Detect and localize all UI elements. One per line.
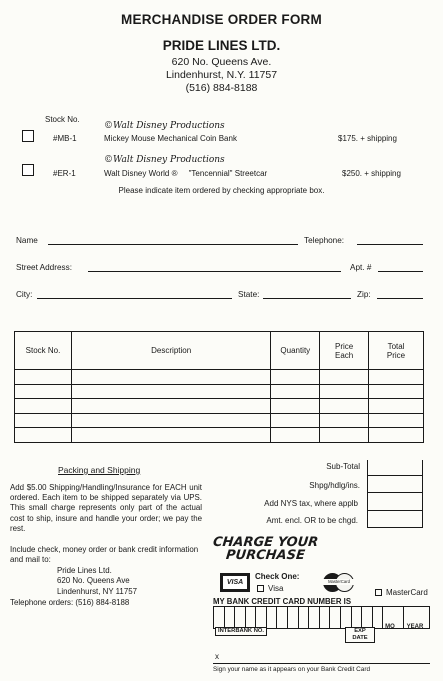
card-digit-cell[interactable] xyxy=(288,607,299,629)
company-phone: (516) 884-8188 xyxy=(185,82,258,94)
telephone-field[interactable] xyxy=(357,244,423,245)
shipping-total-field[interactable] xyxy=(367,492,423,493)
card-digit-cell[interactable] xyxy=(224,607,235,629)
apt-label: Apt. # xyxy=(350,263,372,272)
amount-enclosed-field[interactable] xyxy=(367,527,423,528)
table-row[interactable] xyxy=(15,370,424,385)
card-digit-cell[interactable] xyxy=(319,607,330,629)
card-digit-cell[interactable] xyxy=(235,607,246,629)
mastercard-logo-text: MasterCard xyxy=(322,579,356,585)
visa-checkbox[interactable] xyxy=(257,585,264,592)
disney-credit-1: ©Walt Disney Productions xyxy=(104,121,225,131)
tax-field[interactable] xyxy=(367,510,423,511)
col-description: Description xyxy=(71,332,270,370)
card-digit-cell[interactable] xyxy=(256,607,267,629)
card-digit-cell[interactable] xyxy=(214,607,225,629)
telephone-orders: Telephone orders: (516) 884-8188 xyxy=(10,598,130,607)
mastercard-label: MasterCard xyxy=(386,588,428,597)
col-quantity: Quantity xyxy=(271,332,320,370)
telephone-label: Telephone: xyxy=(304,236,345,245)
mail-city: Lindenhurst, NY 11757 xyxy=(57,587,137,596)
table-row[interactable] xyxy=(15,428,424,443)
tax-label: Add NYS tax, where applb xyxy=(264,499,358,508)
shipping-total-label: Shpg/hdlg/ins. xyxy=(309,481,360,490)
interbank-label: INTERBANK NO. xyxy=(215,627,267,636)
mail-street: 620 No. Queens Ave xyxy=(57,576,130,585)
state-label: State: xyxy=(238,290,260,299)
mastercard-logo xyxy=(322,573,356,595)
col-total-price: Total Price xyxy=(369,332,424,370)
card-digit-cell[interactable] xyxy=(309,607,320,629)
name-label: Name xyxy=(16,236,38,245)
card-digit-cell[interactable] xyxy=(277,607,288,629)
order-instruction: Please indicate item ordered by checking appropriate box. xyxy=(118,186,325,195)
order-table-header xyxy=(15,332,424,370)
year-label: YEAR xyxy=(406,624,424,630)
card-digit-cell[interactable] xyxy=(340,607,351,629)
amount-enclosed-label: Amt. encl. OR to be chgd. xyxy=(266,516,358,525)
item-checkbox-er1[interactable] xyxy=(22,164,34,176)
visa-logo-text: VISA xyxy=(223,576,247,589)
check-one-label: Check One: xyxy=(255,572,300,581)
mail-name: Pride Lines Ltd. xyxy=(57,566,112,575)
street-field[interactable] xyxy=(88,271,341,272)
signature-field[interactable] xyxy=(213,663,430,664)
table-row[interactable] xyxy=(15,413,424,428)
charge-heading-1: CHARGE YOUR xyxy=(212,535,319,550)
disney-credit-2: ©Walt Disney Productions xyxy=(104,155,225,165)
stock-no-header: Stock No. xyxy=(45,115,80,124)
subtotal-label: Sub-Total xyxy=(326,462,360,471)
item-name-mb1: Mickey Mouse Mechanical Coin Bank xyxy=(104,134,237,143)
card-digit-cell[interactable] xyxy=(245,607,256,629)
company-address-line1: 620 No. Queens Ave. xyxy=(171,56,272,68)
shipping-heading: Packing and Shipping xyxy=(58,465,141,475)
card-digit-cell[interactable] xyxy=(351,607,362,629)
zip-field[interactable] xyxy=(377,298,423,299)
signature-instruction: Sign your name as it appears on your Bank Credit Card xyxy=(213,666,371,673)
name-field[interactable] xyxy=(48,244,298,245)
shipping-terms: Add $5.00 Shipping/Handling/Insurance for EACH unit ordered. Each item to be shipped separately via UPS. This small charge represents only part of the actual cost to ship, insure and handle your order; we pay the rest. xyxy=(10,483,202,533)
city-field[interactable] xyxy=(37,298,232,299)
company-address-line2: Lindenhurst, N.Y. 11757 xyxy=(165,69,278,81)
visa-logo xyxy=(220,573,250,592)
apt-field[interactable] xyxy=(378,271,423,272)
subtotal-field[interactable] xyxy=(367,475,423,476)
card-digit-cell[interactable] xyxy=(266,607,277,629)
item-name-er1: Walt Disney World ® "Tencennial" Streetcar xyxy=(104,169,268,178)
exp-date-label: EXP DATE xyxy=(345,627,375,643)
order-table xyxy=(14,331,424,443)
card-digit-cell[interactable] xyxy=(362,607,373,629)
mastercard-checkbox[interactable] xyxy=(375,589,382,596)
card-number-label: MY BANK CREDIT CARD NUMBER IS xyxy=(213,597,352,606)
signature-x: x xyxy=(215,652,219,661)
item-price-mb1: $175. + shipping xyxy=(338,134,397,143)
table-row[interactable] xyxy=(15,399,424,414)
table-row[interactable] xyxy=(15,384,424,399)
mo-label: MO xyxy=(385,624,395,630)
item-price-er1: $250. + shipping xyxy=(342,169,401,178)
form-title: MERCHANDISE ORDER FORM xyxy=(121,12,322,27)
col-price-each: Price Each xyxy=(320,332,369,370)
card-digit-cell[interactable] xyxy=(330,607,341,629)
item-stock-er1: #ER-1 xyxy=(53,169,76,178)
mail-instruction: Include check, money order or bank credit information and mail to: xyxy=(10,545,199,565)
zip-label: Zip: xyxy=(357,290,371,299)
card-digit-cell[interactable] xyxy=(298,607,309,629)
street-label: Street Address: xyxy=(16,263,72,272)
company-name: PRIDE LINES LTD. xyxy=(162,38,281,53)
charge-heading-2: PURCHASE xyxy=(225,548,306,563)
visa-label: Visa xyxy=(268,584,284,593)
state-field[interactable] xyxy=(263,298,351,299)
item-checkbox-mb1[interactable] xyxy=(22,130,34,142)
col-stock-no: Stock No. xyxy=(15,332,72,370)
totals-box xyxy=(367,460,423,528)
item-stock-mb1: #MB-1 xyxy=(53,134,77,143)
city-label: City: xyxy=(16,290,33,299)
